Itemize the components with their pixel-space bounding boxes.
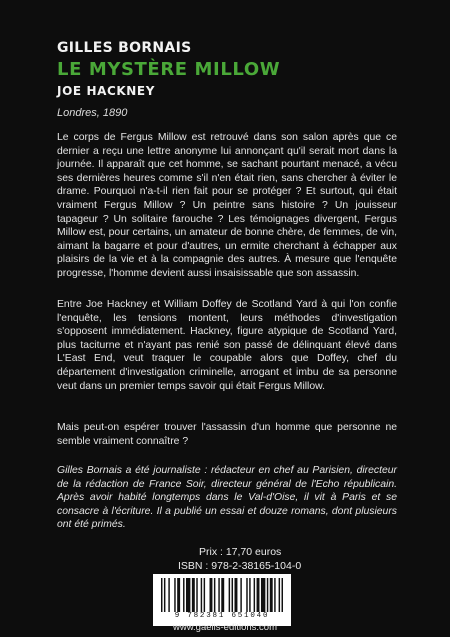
book-title: LE MYSTÈRE MILLOW	[57, 59, 281, 80]
barcode-bar	[177, 578, 180, 612]
barcode-bar	[204, 578, 205, 612]
barcode-bar	[186, 578, 190, 612]
author-name: GILLES BORNAIS	[57, 40, 192, 56]
barcode-bar	[168, 578, 169, 612]
synopsis-paragraph-1: Le corps de Fergus Millow est retrouvé dans son salon après que ce dernier a reçu une lettre anonyme lui annonçant qu'il serait mort dans la journée. Il apparaît que cet homme, se sachant pourtant menacé, a vécu ses dernières heures comme s'il n'en était rien, sans chercher à éviter le drame. Pourquoi n'a-t-il rien fait pour se protéger ? Et surtout, qui était vraiment Fergus Millow ? Un peintre sans histoire ? Un jouisseur tapageur ? Un solitaire farouche ? Les témoignages divergent, Fergus Millow est, pour certains, un amateur de bonne chère, de femmes, de vin, aimant la bagarre et pour d'autres, un ermite cherchant à échapper aux plaisirs de la vie et à la compagnie des autres. À mesure que l'enquête progresse, l'homme devient aussi insaisissable que son assassin.	[57, 132, 397, 279]
barcode-bars	[161, 578, 283, 612]
barcode-bar	[240, 578, 241, 612]
barcode-bar	[274, 578, 275, 612]
barcode-bar	[229, 578, 230, 612]
barcode-bar	[164, 578, 165, 612]
barcode-bar	[282, 578, 283, 612]
barcode-bar	[183, 578, 184, 612]
synopsis-paragraph-3: Mais peut-on espérer trouver l'assassin d'un homme que personne ne semble vraiment connaître ?	[57, 422, 397, 447]
place-date: Londres, 1890	[57, 107, 128, 119]
barcode-bar	[257, 578, 260, 612]
barcode	[153, 574, 291, 626]
barcode-bar	[174, 578, 175, 612]
barcode-bar	[232, 578, 233, 612]
barcode-bar	[267, 578, 268, 612]
barcode-bar	[218, 578, 219, 612]
synopsis-paragraph-2: Entre Joe Hackney et William Doffey de Scotland Yard à qui l'on confie l'enquête, les tensions montent, leurs méthodes d'investigation s'opposent immédiatement. Hackney, figure atypique de Scotland Yard, plus taciturne et n'ayant pas renié son passé de délinquant élevé dans L'East End, veut traquer le coupable alors que Doffey, chef du département d'investigation criminelle, arrogant et imbu de sa personne veut dans un premier temps savoir qui était Fergus Millow.	[57, 299, 397, 392]
barcode-bar	[261, 578, 265, 612]
barcode-bar	[270, 578, 273, 612]
barcode-bar	[254, 578, 255, 612]
barcode-bar	[214, 578, 215, 612]
barcode-bar	[279, 578, 280, 612]
publisher-website: www.gaelis-editions.com	[172, 622, 277, 633]
barcode-bar	[201, 578, 202, 612]
book-subtitle: JOE HACKNEY	[57, 84, 156, 98]
barcode-bar	[192, 578, 195, 612]
barcode-bar	[210, 578, 213, 612]
barcode-bar	[196, 578, 197, 612]
barcode-bar	[246, 578, 247, 612]
barcode-digits: 9 782381 651040	[174, 612, 270, 620]
isbn-label: ISBN : 978-2-38165-104-0	[178, 560, 302, 572]
barcode-bar	[249, 578, 250, 612]
barcode-bar	[161, 578, 162, 612]
barcode-bar	[221, 578, 224, 612]
author-bio: Gilles Bornais a été journaliste : rédacteur en chef au Parisien, directeur de la rédaction de France Soir, directeur général de l'Echo républicain. Après avoir habité longtemps dans le Val-d'Oise, il vit à Paris et se consacre à l'écriture. Il a publié un essai et douze romans, dont plusieurs ont été primés.	[57, 465, 397, 531]
barcode-bar	[234, 578, 237, 612]
price-label: Prix : 17,70 euros	[199, 546, 282, 558]
